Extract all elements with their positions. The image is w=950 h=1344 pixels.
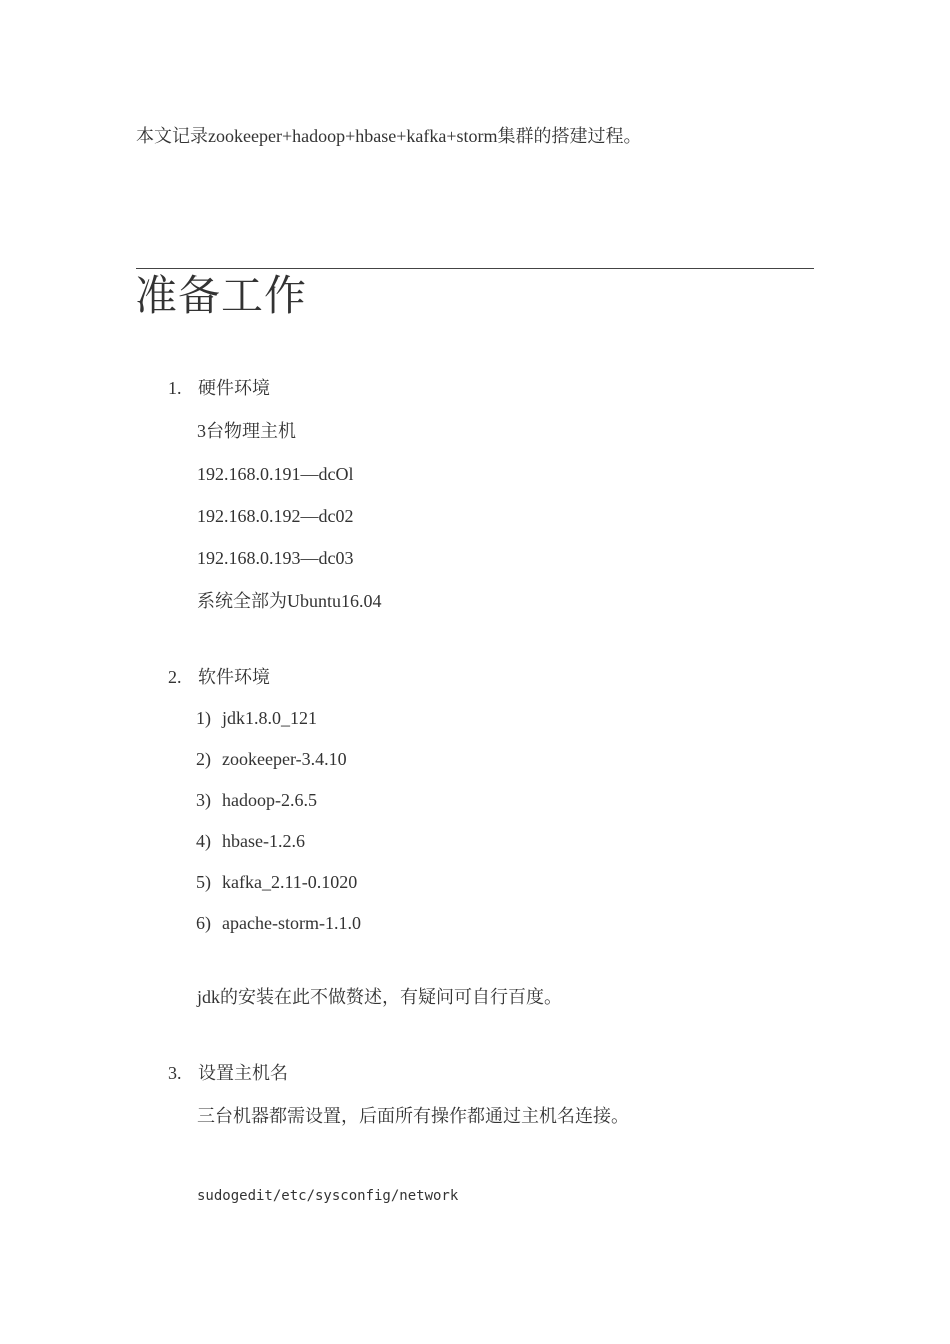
list-number: 2. (168, 667, 182, 687)
intro-text: 本文记录zookeeper+hadoop+hbase+kafka+storm集群的搭建过程。 (136, 126, 642, 146)
sub-list-number: 4) (196, 831, 211, 851)
text-line: 192.168.0.191—dcOl (197, 464, 354, 484)
software-item: kafka_2.11-0.1020 (222, 872, 358, 892)
heading-divider (136, 268, 814, 269)
list-number: 3. (168, 1063, 182, 1083)
software-item: zookeeper-3.4.10 (222, 749, 347, 769)
list-number: 1. (168, 378, 182, 398)
sub-list-number: 1) (196, 708, 211, 728)
text-line: 三台机器都需设置，后面所有操作都通过主机名连接。 (197, 1106, 629, 1126)
section-heading: 准备工作 (135, 274, 308, 320)
sub-list-number: 6) (196, 913, 211, 933)
software-item: apache-storm-1.1.0 (222, 913, 361, 933)
note-text: jdk的安装在此不做赘述，有疑问可自行百度。 (197, 987, 562, 1007)
list-item-title: 软件环境 (198, 667, 270, 687)
text-line: 192.168.0.192—dc02 (197, 506, 354, 526)
list-item-title: 设置主机名 (198, 1063, 288, 1083)
software-item: jdk1.8.0_121 (222, 708, 318, 728)
sub-list-number: 5) (196, 872, 211, 892)
software-item: hadoop-2.6.5 (222, 790, 317, 810)
text-line: 3台物理主机 (197, 421, 296, 441)
text-line: 系统全部为Ubuntu16.04 (197, 591, 382, 611)
text-line: 192.168.0.193—dc03 (197, 548, 354, 568)
list-item-title: 硬件环境 (198, 378, 270, 398)
sub-list-number: 3) (196, 790, 211, 810)
software-item: hbase-1.2.6 (222, 831, 305, 851)
sub-list-number: 2) (196, 749, 211, 769)
code-snippet: sudogedit/etc/sysconfig/network (197, 1188, 459, 1204)
